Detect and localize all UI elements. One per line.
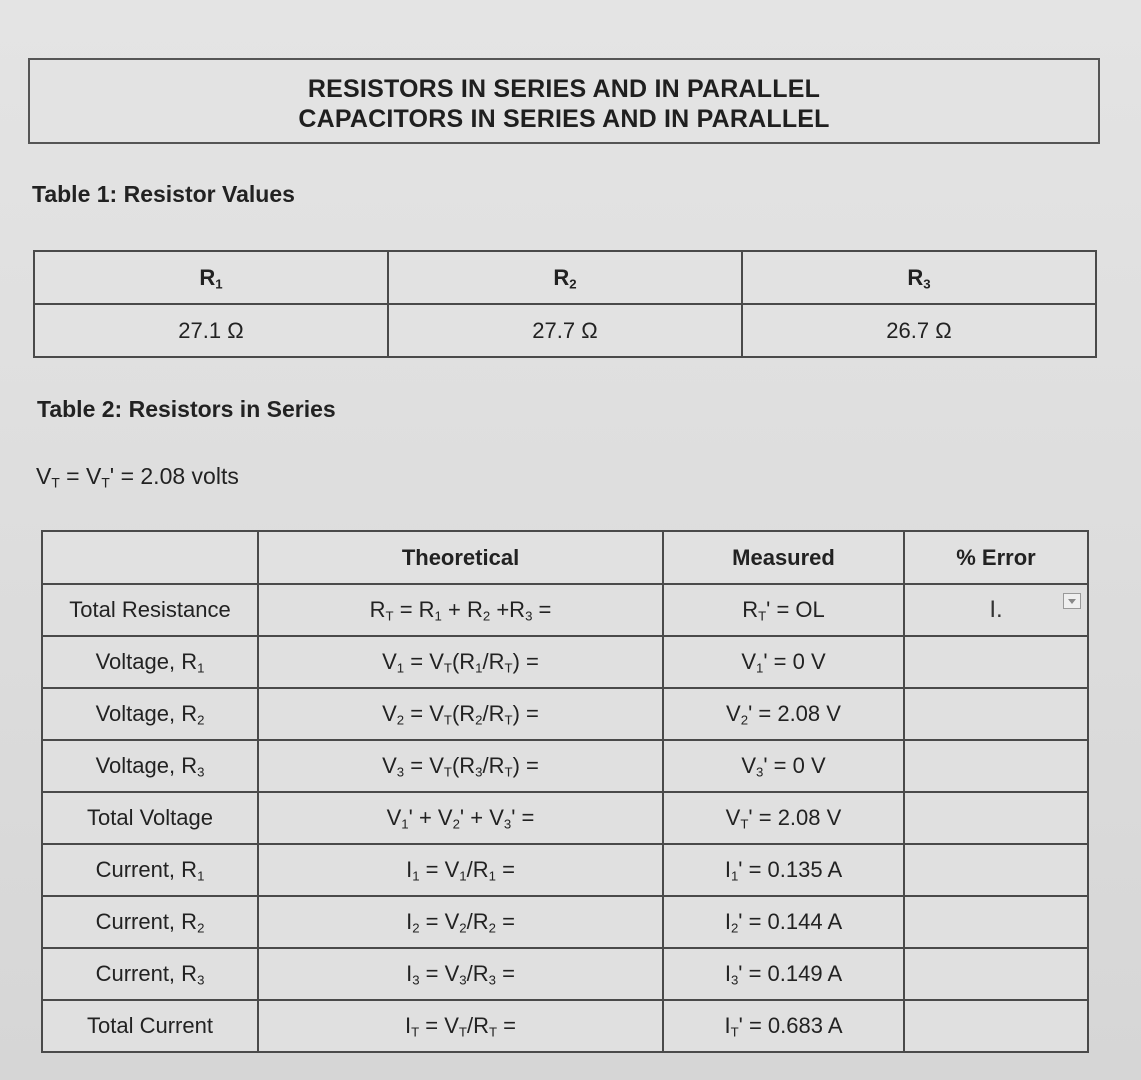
total-voltage-note: $V_T = V_T' = 2.08$ volts — [36, 463, 239, 491]
header-r1: $R_1$ — [34, 251, 388, 304]
measured-cell[interactable]: $V_3' = 0$ V — [663, 740, 904, 792]
header-theoretical: Theoretical — [258, 531, 663, 584]
table-row — [42, 636, 1088, 688]
table-row — [42, 740, 1088, 792]
header-blank — [42, 531, 258, 584]
value-r3[interactable]: 26.7 Ω — [742, 304, 1096, 357]
value-r1[interactable]: 27.1 Ω — [34, 304, 388, 357]
header-percent-error: % Error — [904, 531, 1088, 584]
theoretical-cell[interactable]: $I_T = V_T/R_T$ = — [258, 1000, 663, 1052]
theoretical-cell[interactable]: $R_T = R_1 + R_2 +R_3$ = — [258, 584, 663, 636]
theoretical-cell[interactable]: $V_1 = V_T(R_1/R_T)$ = — [258, 636, 663, 688]
table-row — [42, 844, 1088, 896]
theoretical-cell[interactable]: $I_3 = V_3/R_3$ = — [258, 948, 663, 1000]
measured-cell[interactable]: $I_1' = 0.135$ A — [663, 844, 904, 896]
title-box — [28, 58, 1100, 144]
theoretical-cell[interactable]: $V_3 = V_T(R_3/R_T)$ = — [258, 740, 663, 792]
percent-error-cell[interactable] — [904, 948, 1088, 1000]
resistor-values-table — [33, 250, 1097, 358]
percent-error-cell[interactable] — [904, 688, 1088, 740]
table-header-row — [42, 531, 1088, 584]
table-row — [42, 688, 1088, 740]
theoretical-cell[interactable]: $I_1 = V_1/R_1$ = — [258, 844, 663, 896]
table-row — [42, 792, 1088, 844]
measured-cell[interactable]: $I_2' = 0.144$ A — [663, 896, 904, 948]
table-header-row — [34, 251, 1096, 304]
percent-error-cell[interactable] — [904, 1000, 1088, 1052]
row-label: Voltage, $R_1$ — [42, 636, 258, 688]
header-r3: $R_3$ — [742, 251, 1096, 304]
row-label: Current, $R_3$ — [42, 948, 258, 1000]
measured-cell[interactable]: $V_2' = 2.08$ V — [663, 688, 904, 740]
text-cursor: I. — [989, 596, 1003, 623]
table-row — [42, 896, 1088, 948]
percent-error-cell[interactable] — [904, 584, 1088, 636]
row-label: Voltage, $R_3$ — [42, 740, 258, 792]
measured-cell[interactable]: $I_T' = 0.683$ A — [663, 1000, 904, 1052]
measured-cell[interactable]: $I_3' = 0.149$ A — [663, 948, 904, 1000]
resistors-in-series-table — [41, 530, 1089, 1053]
table2-caption: Table 2: Resistors in Series — [37, 396, 336, 422]
dropdown-arrow-icon[interactable] — [1063, 593, 1081, 609]
row-label: Total Current — [42, 1000, 258, 1052]
percent-error-cell[interactable] — [904, 792, 1088, 844]
percent-error-cell[interactable] — [904, 636, 1088, 688]
table-row — [34, 304, 1096, 357]
table-row — [42, 948, 1088, 1000]
row-label: Total Voltage — [42, 792, 258, 844]
percent-error-cell[interactable] — [904, 896, 1088, 948]
row-label: Current, $R_1$ — [42, 844, 258, 896]
row-label: Voltage, $R_2$ — [42, 688, 258, 740]
theoretical-cell[interactable]: $V_1' + V_2' + V_3'$ = — [258, 792, 663, 844]
row-label: Total Resistance — [42, 584, 258, 636]
percent-error-cell[interactable] — [904, 844, 1088, 896]
table1-caption: Table 1: Resistor Values — [32, 181, 295, 207]
measured-cell[interactable]: $R_T'$ = OL — [663, 584, 904, 636]
header-measured: Measured — [663, 531, 904, 584]
table-row — [42, 584, 1088, 636]
header-r2: $R_2$ — [388, 251, 742, 304]
theoretical-cell[interactable]: $V_2 = V_T(R_2/R_T)$ = — [258, 688, 663, 740]
value-r2[interactable]: 27.7 Ω — [388, 304, 742, 357]
percent-error-cell[interactable] — [904, 740, 1088, 792]
title-line-1: RESISTORS IN SERIES AND IN PARALLEL — [307, 75, 821, 103]
measured-cell[interactable]: $V_1' = 0$ V — [663, 636, 904, 688]
table-row — [42, 1000, 1088, 1052]
theoretical-cell[interactable]: $I_2 = V_2/R_2$ = — [258, 896, 663, 948]
title-line-2: CAPACITORS IN SERIES AND IN PARALLEL — [298, 105, 830, 133]
row-label: Current, $R_2$ — [42, 896, 258, 948]
measured-cell[interactable]: $V_T' = 2.08$ V — [663, 792, 904, 844]
